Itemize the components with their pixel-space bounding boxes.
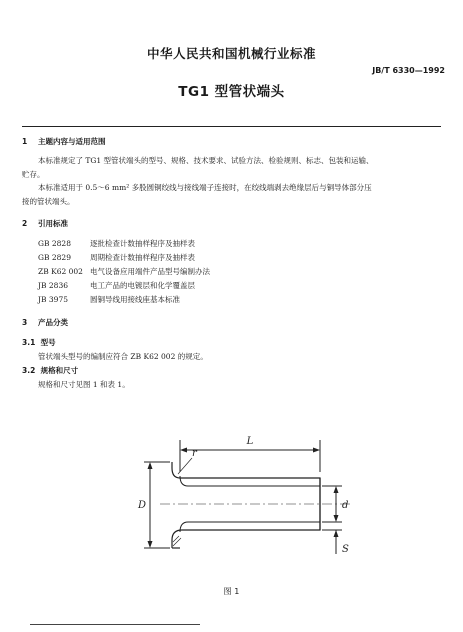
- section-3-2-heading: [22, 366, 78, 376]
- terminal-outer-outline: [172, 478, 320, 548]
- section-3-number: 3: [22, 318, 28, 327]
- standard-code: JB/T 6330—1992: [372, 66, 445, 75]
- section-2-heading: [22, 219, 68, 229]
- reference-code: JB 3975: [38, 295, 68, 304]
- reference-title: 圆铜导线用接线座基本标准: [90, 295, 180, 304]
- reference-item: [38, 295, 180, 305]
- reference-code: JB 2836: [38, 281, 68, 290]
- footer-rule: [30, 624, 200, 625]
- arrow-head: [334, 530, 339, 537]
- reference-item: [38, 267, 210, 277]
- section-3-1-text: 管状端头型号的编制应符合 ZB K62 002 的规定。: [38, 352, 208, 361]
- arrow-head: [148, 541, 153, 548]
- reference-code: ZB K62 002: [38, 267, 83, 276]
- reference-title: 电工产品的电镀层和化学覆盖层: [90, 281, 195, 290]
- section-3-1-title: 型号: [40, 338, 56, 347]
- reference-item: [38, 239, 195, 249]
- figure-caption: 图 1: [223, 587, 240, 596]
- header-rule: [22, 126, 441, 127]
- label-radius: r: [192, 448, 197, 459]
- section-2-number: 2: [22, 219, 28, 228]
- section-1-para-2-line-1: 本标准适用于 0.5～6 mm² 多股圆铜绞线与接线端子连接时，在绞线端剥去绝缘层后与铜导体部分压: [38, 183, 372, 192]
- arrow-head: [148, 462, 153, 469]
- section-3-1-number: 3.1: [22, 338, 36, 347]
- reference-item: [38, 281, 195, 291]
- section-3-2-title: 规格和尺寸: [40, 366, 79, 375]
- section-1-para-1-line-1: 本标准规定了 TG1 型管状端头的型号、规格、技术要求、试验方法、检验规则、标志、包装和运输、: [38, 156, 374, 165]
- label-wall-thickness: S: [342, 544, 349, 555]
- label-outer-diameter: D: [138, 500, 147, 511]
- reference-title: 逐批检查计数抽样程序及抽样表: [90, 239, 195, 248]
- arrow-head: [180, 448, 187, 453]
- arrow-head: [313, 448, 320, 453]
- section-3-2-text: 规格和尺寸见图 1 和表 1。: [38, 380, 130, 389]
- section-1-para-1-line-2: 贮存。: [22, 170, 45, 179]
- label-length: L: [246, 436, 254, 447]
- section-3-heading: [22, 318, 68, 328]
- section-1-number: 1: [22, 137, 28, 146]
- standard-org-title: 中华人民共和国机械行业标准: [146, 46, 316, 61]
- document-title: TG1 型管状端头: [178, 84, 285, 100]
- reference-code: GB 2828: [38, 239, 71, 248]
- section-2-title: 引用标准: [38, 219, 68, 228]
- label-inner-diameter: d: [342, 500, 349, 511]
- section-1-title: 主题内容与适用范围: [38, 137, 106, 146]
- reference-item: [38, 253, 195, 263]
- figure-tubular-terminal: [80, 430, 440, 585]
- arrow-head: [334, 486, 339, 493]
- section-3-title: 产品分类: [38, 318, 68, 327]
- terminal-flare-top: [172, 462, 180, 478]
- arrow-head: [334, 515, 339, 522]
- section-1-heading: [22, 137, 106, 147]
- section-3-1-heading: [22, 338, 56, 348]
- reference-title: 周期检查计数抽样程序及抽样表: [90, 253, 195, 262]
- section-1-para-2-line-2: 接的管状端头。: [22, 197, 75, 206]
- reference-title: 电气设备应用端件产品型号编制办法: [90, 267, 210, 276]
- section-3-2-number: 3.2: [22, 366, 36, 375]
- hatch-line: [173, 538, 181, 546]
- reference-code: GB 2829: [38, 253, 71, 262]
